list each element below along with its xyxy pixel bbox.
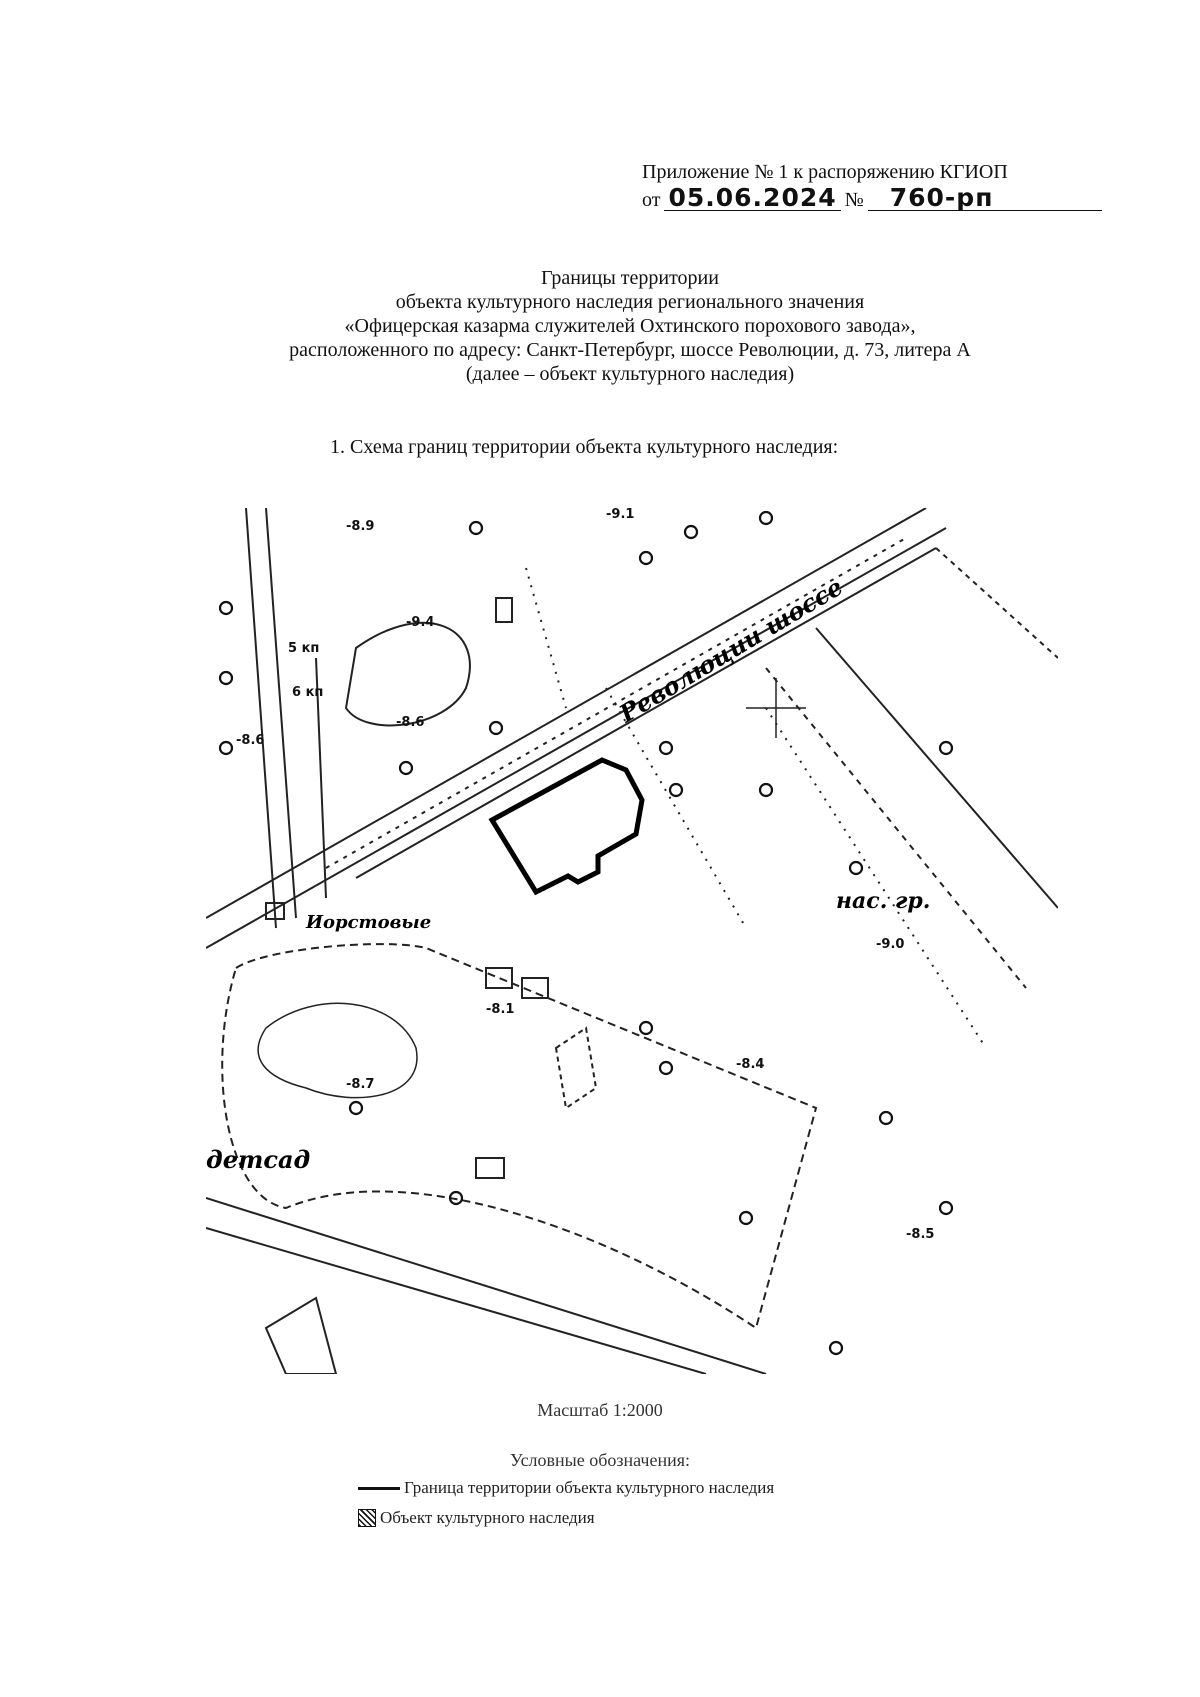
green-space-label: нас. гр. xyxy=(836,888,931,914)
boundary-map xyxy=(206,508,1058,1374)
tree-icon xyxy=(940,1202,952,1214)
tree-icon xyxy=(470,522,482,534)
survey-cross xyxy=(746,678,806,738)
tree-icon xyxy=(490,722,502,734)
from-label: от xyxy=(642,189,661,211)
legend-item-object xyxy=(358,1508,595,1528)
legend-title: Условные обозначения: xyxy=(509,1450,691,1470)
title-line: (далее – объект культурного наследия) xyxy=(465,363,795,385)
elevation-label: -9.1 xyxy=(606,508,635,522)
road-label: Революции шоссе xyxy=(614,571,848,729)
tree-icon xyxy=(640,1022,652,1034)
kindergarten-label: детсад xyxy=(206,1145,311,1174)
tree-icon xyxy=(660,742,672,754)
appendix-block xyxy=(642,158,1102,214)
tree-icon xyxy=(220,672,232,684)
tree-icon xyxy=(640,552,652,564)
scale-label: Масштаб 1:2000 xyxy=(537,1400,663,1420)
park-outline xyxy=(222,944,816,1328)
legend-label: Объект культурного наследия xyxy=(380,1508,595,1527)
tree-icon xyxy=(760,512,772,524)
legend-item-boundary xyxy=(358,1478,774,1498)
title-line: расположенного по адресу: Санкт-Петербург, шоссе Революции, д. 73, литера А xyxy=(289,339,971,361)
legend-label: Граница территории объекта культурного наследия xyxy=(404,1478,775,1497)
building-label: 5 кп xyxy=(288,641,320,656)
section-heading: 1. Схема границ территории объекта культурного наследия: xyxy=(330,436,839,458)
tree-icon xyxy=(880,1112,892,1124)
map-drawing xyxy=(206,508,1058,1374)
tree-symbols xyxy=(220,512,952,1354)
number-label: № xyxy=(844,189,864,211)
title-line: объекта культурного наследия регионального значения xyxy=(395,291,865,313)
pond-outline xyxy=(346,623,470,726)
road-edge xyxy=(206,508,926,918)
tree-icon xyxy=(760,784,772,796)
elevation-label: -8.6 xyxy=(396,715,425,730)
tree-icon xyxy=(850,862,862,874)
street-edge xyxy=(206,1198,766,1374)
ornamental-label: Иорстовые xyxy=(306,912,432,933)
elevation-label: -9.4 xyxy=(406,615,435,630)
building-label: 6 кп xyxy=(292,685,324,700)
order-date: 05.06.2024 xyxy=(664,186,840,211)
tree-icon xyxy=(740,1212,752,1224)
elevation-label: -8.5 xyxy=(906,1227,935,1242)
street-edge xyxy=(206,1228,706,1374)
elevation-label: -8.6 xyxy=(236,733,265,748)
dotted-path xyxy=(526,568,566,708)
bush-outline xyxy=(258,1003,417,1097)
tree-icon xyxy=(830,1342,842,1354)
order-number: 760-рп xyxy=(868,186,1102,211)
side-street xyxy=(936,548,1058,658)
tree-icon xyxy=(400,762,412,774)
elevation-label: -8.9 xyxy=(346,519,375,534)
small-building xyxy=(486,968,512,988)
title-line: Границы территории xyxy=(541,267,719,289)
elevation-label: -8.7 xyxy=(346,1077,375,1092)
title-line: «Офицерская казарма служителей Охтинского порохового завода», xyxy=(344,315,916,337)
tree-icon xyxy=(670,784,682,796)
hatch-swatch xyxy=(358,1509,376,1527)
tree-icon xyxy=(660,1062,672,1074)
dotted-path xyxy=(766,708,986,1048)
tree-icon xyxy=(220,742,232,754)
appendix-date-line xyxy=(642,183,1102,214)
boundary-line-swatch xyxy=(358,1487,400,1490)
tree-icon xyxy=(220,602,232,614)
tree-icon xyxy=(940,742,952,754)
small-structure xyxy=(556,1028,596,1108)
elevation-label: -9.0 xyxy=(876,937,905,952)
tree-icon xyxy=(350,1102,362,1114)
small-building xyxy=(476,1158,504,1178)
document-title xyxy=(180,266,1080,386)
small-building xyxy=(266,1298,336,1374)
elevation-label: -8.4 xyxy=(736,1057,765,1072)
appendix-line: Приложение № 1 к распоряжению КГИОП xyxy=(642,161,1008,183)
side-street xyxy=(816,628,1058,908)
tree-icon xyxy=(685,526,697,538)
elevation-label: -8.1 xyxy=(486,1002,515,1017)
small-building xyxy=(496,598,512,622)
heritage-boundary xyxy=(492,760,642,892)
